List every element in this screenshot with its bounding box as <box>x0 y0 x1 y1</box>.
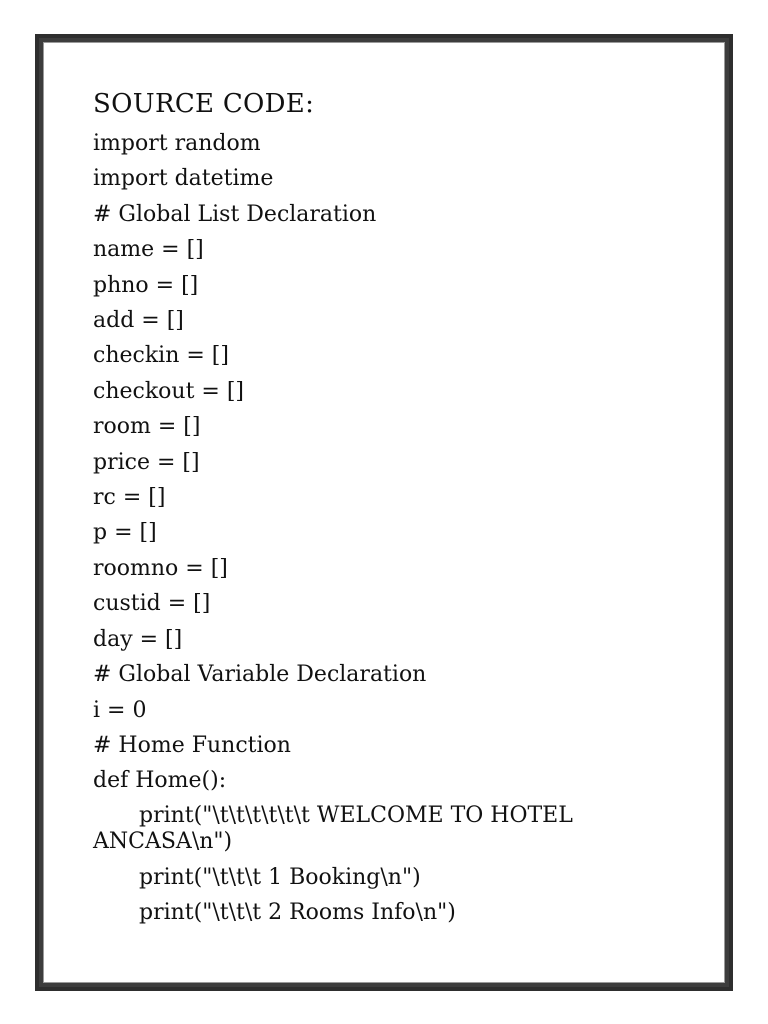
code-line: print("\t\t\t 2 Rooms Info\n") <box>139 900 456 926</box>
code-line: name = [] <box>93 237 204 263</box>
code-line-part: ANCASA\n") <box>93 828 233 854</box>
code-line: rc = [] <box>93 485 166 511</box>
code-comment: # Global Variable Declaration <box>93 662 427 688</box>
code-line: p = [] <box>93 520 157 546</box>
code-line: def Home(): <box>93 768 227 794</box>
code-comment: # Home Function <box>93 732 291 758</box>
code-line: phno = [] <box>93 272 199 298</box>
code-line-part: print("\t\t\t\t\t\t WELCOME TO HOTEL <box>139 802 573 828</box>
code-line: print("\t\t\t 1 Booking\n") <box>139 864 421 890</box>
code-comment: # Global List Declaration <box>93 201 377 227</box>
code-line: checkin = [] <box>93 343 229 369</box>
code-line: import datetime <box>93 166 274 192</box>
code-line: day = [] <box>93 626 183 652</box>
code-line: price = [] <box>93 449 200 475</box>
code-line: checkout = [] <box>93 378 245 404</box>
page-title: SOURCE CODE: <box>93 89 315 119</box>
code-line: import random <box>93 131 261 156</box>
code-line: i = 0 <box>93 697 147 723</box>
code-line-wrapped <box>93 799 693 860</box>
document-body <box>93 86 693 931</box>
code-line: custid = [] <box>93 591 211 617</box>
code-line: room = [] <box>93 414 201 440</box>
code-line: add = [] <box>93 308 184 334</box>
code-line: roomno = [] <box>93 555 228 581</box>
